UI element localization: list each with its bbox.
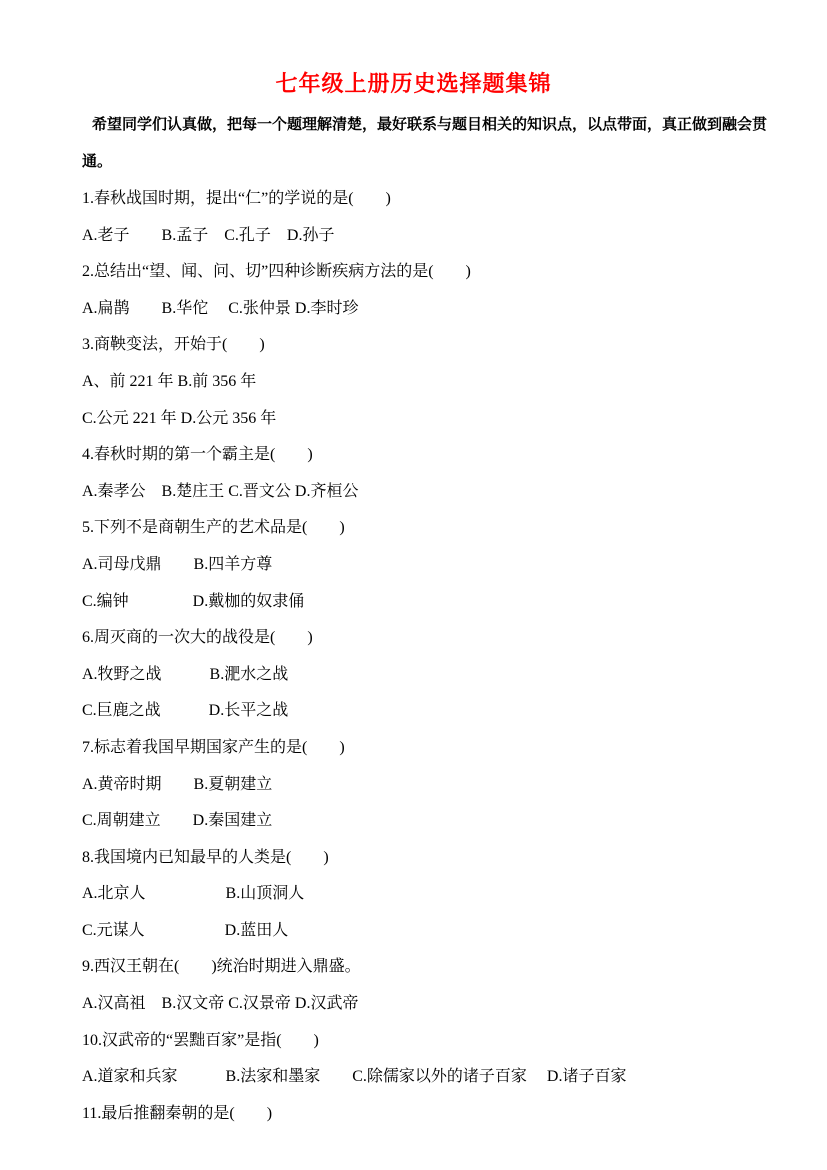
option-line: A.黄帝时期 B.夏朝建立	[82, 775, 273, 793]
option-line: C.周朝建立 D.秦国建立	[82, 812, 273, 830]
option-line: A.北京人 B.山顶洞人	[82, 885, 305, 903]
option-line: C.元谋人 D.蓝田人	[82, 921, 289, 939]
question-text: 10.汉武帝的“罢黜百家”是指( )	[82, 1031, 319, 1049]
question-text: 5.下列不是商朝生产的艺术品是( )	[82, 519, 345, 537]
question-text: 3.商鞅变法，开始于( )	[82, 336, 265, 354]
question-text: 11.最后推翻秦朝的是( )	[82, 1104, 273, 1122]
question-text: 6.周灭商的一次大的战役是( )	[82, 629, 313, 647]
option-line: A.牧野之战 B.淝水之战	[82, 665, 289, 683]
question-text: 4.春秋时期的第一个霸主是( )	[82, 446, 313, 464]
option-line: A、前 221 年 B.前 356 年	[82, 372, 257, 390]
option-line: C.巨鹿之战 D.长平之战	[82, 702, 289, 720]
question-text: 9.西汉王朝在( )统治时期进入鼎盛。	[82, 958, 361, 976]
option-line: C.编钟 D.戴枷的奴隶俑	[82, 592, 305, 610]
option-line: A.道家和兵家 B.法家和墨家 C.除儒家以外的诸子百家 D.诸子百家	[82, 1068, 627, 1086]
option-line: A.司母戊鼎 B.四羊方尊	[82, 555, 273, 573]
question-text: 2.总结出“望、闻、问、切”四种诊断疾病方法的是( )	[82, 263, 471, 281]
option-line: A.汉高祖 B.汉文帝 C.汉景帝 D.汉武帝	[82, 995, 359, 1013]
option-line: A.老子 B.孟子 C.孔子 D.孙子	[82, 226, 335, 244]
option-line: A.扁鹊 B.华佗 C.张仲景 D.李时珍	[82, 299, 359, 317]
question-text: 8.我国境内已知最早的人类是( )	[82, 848, 329, 866]
question-text: 7.标志着我国早期国家产生的是( )	[82, 738, 345, 756]
option-line: C.公元 221 年 D.公元 356 年	[82, 409, 277, 427]
document-title: 七年级上册历史选择题集锦	[275, 71, 552, 96]
question-text: 1.春秋战国时期，提出“仁”的学说的是( )	[82, 190, 391, 207]
questions-list	[0, 181, 827, 1132]
option-line: A.秦孝公 B.楚庄王 C.晋文公 D.齐桓公	[82, 482, 359, 500]
intro-paragraph: 希望同学们认真做，把每一个题理解清楚，最好联系与题目相关的知识点，以点带面，真正做到融会贯通。	[82, 117, 768, 170]
